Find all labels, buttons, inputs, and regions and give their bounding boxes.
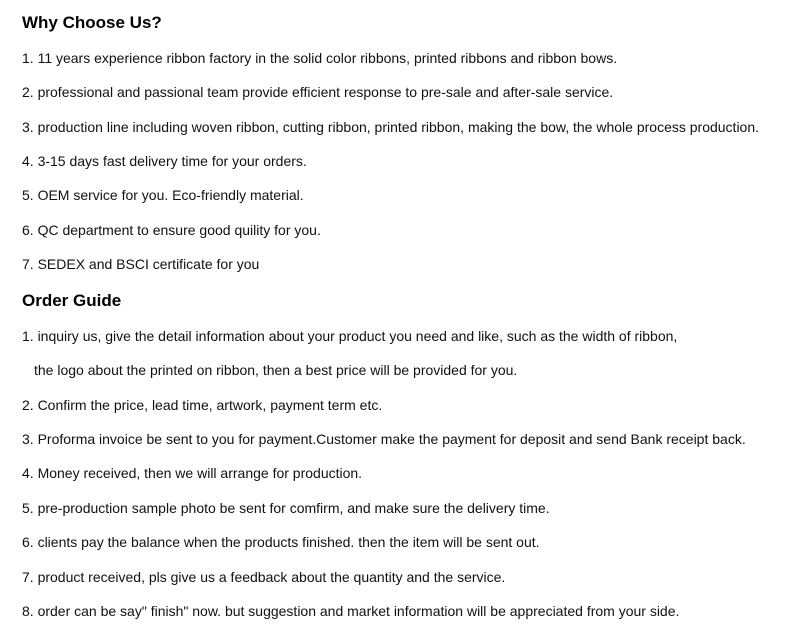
order-guide-item: 3. Proforma invoice be sent to you for payment.Customer make the payment for deposit and send Bank receipt back. xyxy=(22,431,746,447)
why-choose-us-item: 3. production line including woven ribbon, cutting ribbon, printed ribbon, making the bow, the whole process production. xyxy=(22,119,760,135)
order-guide-item: 2. Confirm the price, lead time, artwork, payment term etc. xyxy=(22,397,383,413)
why-choose-us-item: 5. OEM service for you. Eco-friendly material. xyxy=(22,187,304,203)
order-guide-item: 1. inquiry us, give the detail information about your product you need and like, such as the width of ribbon, xyxy=(22,328,678,344)
order-guide-item: 4. Money received, then we will arrange for production. xyxy=(22,465,363,481)
order-guide-item: 6. clients pay the balance when the products finished. then the item will be sent out. xyxy=(22,534,540,550)
why-choose-us-item: 2. professional and passional team provide efficient response to pre-sale and after-sale service. xyxy=(22,84,614,100)
order-guide-heading: Order Guide xyxy=(22,291,122,310)
order-guide-item: 5. pre-production sample photo be sent for comfirm, and make sure the delivery time. xyxy=(22,500,550,516)
order-guide-item: 8. order can be say" finish" now. but suggestion and market information will be appreciated from your side. xyxy=(22,603,680,619)
why-choose-us-item: 4. 3-15 days fast delivery time for your orders. xyxy=(22,153,307,169)
why-choose-us-heading: Why Choose Us? xyxy=(22,13,162,32)
why-choose-us-item: 1. 11 years experience ribbon factory in the solid color ribbons, printed ribbons and ribbon bows. xyxy=(22,50,618,66)
why-choose-us-item: 7. SEDEX and BSCI certificate for you xyxy=(22,256,260,272)
why-choose-us-item: 6. QC department to ensure good quility for you. xyxy=(22,222,321,238)
order-guide-item-continuation: the logo about the printed on ribbon, then a best price will be provided for you. xyxy=(34,362,518,378)
order-guide-item: 7. product received, pls give us a feedback about the quantity and the service. xyxy=(22,569,506,585)
